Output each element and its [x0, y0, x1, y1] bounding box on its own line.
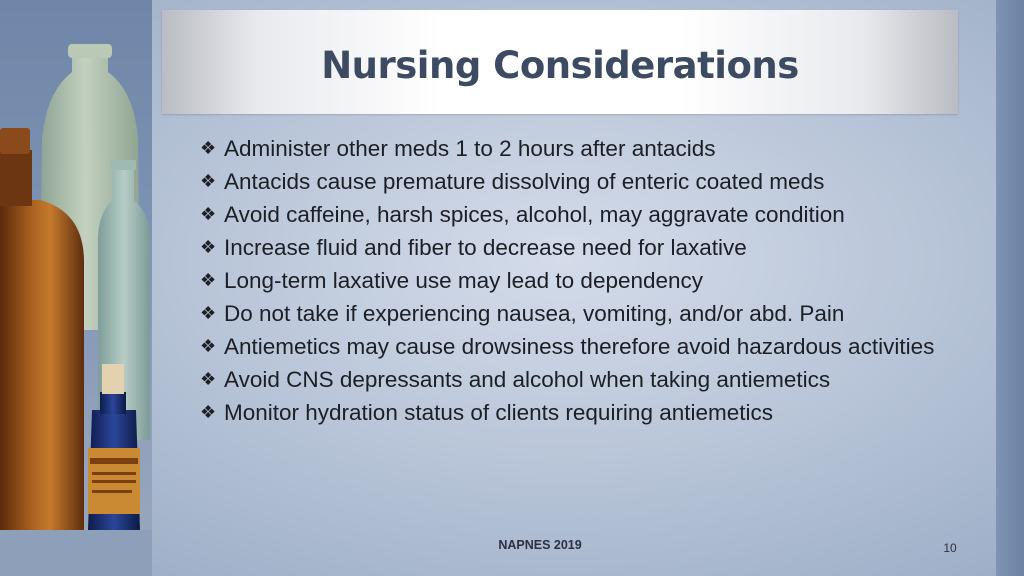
diamond-bullet-icon: ❖ — [200, 336, 217, 356]
bullet-item — [200, 330, 940, 363]
bullet-text: Do not take if experiencing nausea, vomiting, and/or abd. Pain — [224, 301, 845, 326]
diamond-bullet-icon: ❖ — [200, 369, 217, 389]
bullet-item — [200, 363, 940, 396]
right-accent-bar — [996, 0, 1024, 576]
diamond-bullet-icon: ❖ — [200, 303, 217, 323]
bullet-list — [200, 132, 940, 429]
bullet-text: Increase fluid and fiber to decrease need for laxative — [224, 235, 747, 260]
diamond-bullet-icon: ❖ — [200, 138, 217, 158]
bullet-text: Monitor hydration status of clients requiring antiemetics — [224, 400, 774, 425]
bullet-text: Avoid CNS depressants and alcohol when taking antiemetics — [224, 367, 831, 392]
slide-title: Nursing Considerations — [321, 43, 799, 87]
bullet-item — [200, 264, 940, 297]
bullet-text: Antacids cause premature dissolving of enteric coated meds — [224, 169, 825, 194]
medicine-bottles-photo — [0, 0, 152, 576]
bullet-item — [200, 198, 940, 231]
bullet-item — [200, 297, 940, 330]
diamond-bullet-icon: ❖ — [200, 204, 217, 224]
bullet-item — [200, 132, 940, 165]
bullet-text: Avoid caffeine, harsh spices, alcohol, may aggravate condition — [224, 202, 845, 227]
diamond-bullet-icon: ❖ — [200, 270, 217, 290]
page-number: 10 — [943, 541, 957, 555]
bullet-item — [200, 231, 940, 264]
title-band — [162, 10, 958, 114]
diamond-bullet-icon: ❖ — [200, 402, 217, 422]
footer-text: NAPNES 2019 — [498, 538, 582, 552]
diamond-bullet-icon: ❖ — [200, 237, 217, 257]
bullet-item — [200, 165, 940, 198]
bullet-text: Administer other meds 1 to 2 hours after antacids — [224, 136, 716, 161]
bottles-illustration — [0, 0, 152, 576]
bullet-item — [200, 396, 940, 429]
bullet-text: Antiemetics may cause drowsiness therefore avoid hazardous activities — [224, 334, 935, 359]
bullet-text: Long-term laxative use may lead to dependency — [224, 268, 704, 293]
diamond-bullet-icon: ❖ — [200, 171, 217, 191]
